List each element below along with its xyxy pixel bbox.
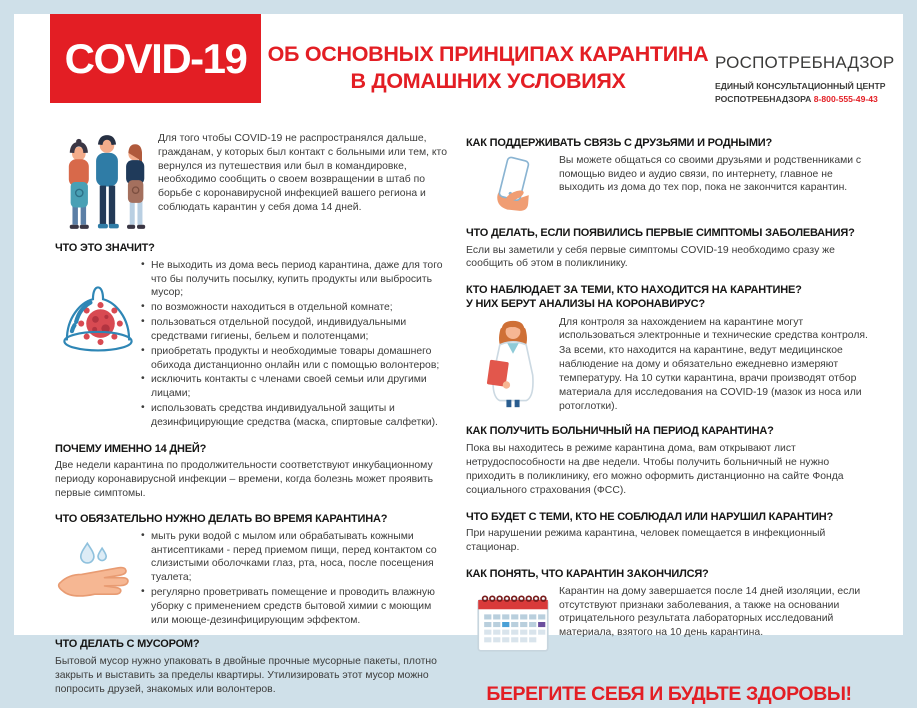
why-14-days-text: Две недели карантина по продолжительности соответствуют инкубационному периоду коронавирусной инфекции – времени, когда болезнь может проявить первые симптомы.: [55, 460, 434, 500]
section-heading-violation: ЧТО БУДЕТ С ТЕМИ, КТО НЕ СОБЛЮДАЛ ИЛИ НАРУШИЛ КАРАНТИН?: [466, 510, 834, 523]
org-subtitle-line-1: ЕДИНЫЙ КОНСУЛЬТАЦИОННЫЙ ЦЕНТР: [715, 81, 886, 91]
poster-title: [262, 41, 714, 95]
section-heading-sick-leave: КАК ПОЛУЧИТЬ БОЛЬНИЧНЫЙ НА ПЕРИОД КАРАНТИНА?: [466, 425, 774, 438]
section-heading-what-it-means: ЧТО ЭТО ЗНАЧИТ?: [55, 242, 155, 254]
right-column: [466, 118, 872, 708]
list-item: • исключить контакты с членами своей семьи или другими лицами;: [140, 373, 448, 401]
who-monitors-text: [559, 316, 872, 415]
what-it-means-illustration-slot: [55, 259, 140, 356]
who-monitors-section: [466, 284, 872, 414]
what-it-means-section: [55, 242, 448, 431]
first-symptoms-section: [466, 227, 872, 271]
section-heading-who-monitors: [466, 284, 872, 312]
section-heading-quarantine-end: КАК ПОНЯТЬ, ЧТО КАРАНТИН ЗАКОНЧИЛСЯ?: [466, 567, 709, 580]
who-monitors-heading-line-2: У НИХ БЕРУТ АНАЛИЗЫ НА КОРОНАВИРУС?: [466, 297, 705, 310]
calendar-illustration: [474, 588, 552, 656]
trash-text: Бытовой мусор нужно упаковать в двойные прочные мусорные пакеты, плотно закрыть и выставить за пределы квартиры. Утилизировать этот мусор можно попросить друзей, знакомых или волонтеров.: [55, 656, 437, 695]
list-item: • мыть руки водой с мылом или обрабатывать кожными антисептиками - перед приемом пищи, перед контактом со слизистыми оболочками глаз, рта, носа, после посещения туалета;: [140, 530, 448, 585]
list-item: • использовать средства индивидуальной защиты и дезинфицирующие средства (маска, спиртовые салфетки).: [140, 402, 448, 430]
sick-leave-text: Пока вы находитесь в режиме карантина дома, вам открывают лист нетрудоспособности на две недели. Чтобы получить больничный не нужно приходить в поликлинику, его можно оформить дистанционно на сайте Фонда социального страхования (ФСС).: [466, 443, 844, 496]
stay-in-touch-section: [466, 137, 872, 214]
hotline-phone-number: 8-800-555-49-43: [813, 93, 878, 104]
must-do-list: [140, 530, 448, 629]
violation-text: При нарушении режима карантина, человек помещается в инфекционный стационар.: [466, 528, 826, 554]
list-item: • регулярно проветривать помещение и проводить влажную уборку с применением средств бытовой химии с моющим или моюще-дезинфицирующим эффектом.: [140, 586, 448, 627]
handwash-illustration: [57, 536, 139, 608]
quarantine-end-illustration-slot: [466, 585, 559, 656]
who-monitors-heading-line-1: КТО НАБЛЮДАЕТ ЗА ТЕМИ, КТО НАХОДИТСЯ НА КАРАНТИНЕ?: [466, 284, 802, 297]
violation-section: [466, 511, 872, 555]
list-item: • по возможности находиться в отдельной комнате;: [140, 301, 448, 315]
list-item: • Не выходить из дома весь период карантина, даже для того что бы получить посылку, купить продукты или выбросить мусор;: [140, 259, 448, 300]
must-do-illustration-slot: [55, 530, 140, 608]
org-subtitle: [715, 80, 895, 106]
stay-in-touch-text: Вы можете общаться со своими друзьями и родственниками с помощью видео и аудио связи, по интернету, главное не выходить из дома до тех пор, пока не закончится карантин.: [559, 154, 862, 194]
footer-slogan: БЕРЕГИТЕ СЕБЯ И БУДЬТЕ ЗДОРОВЫ!: [486, 682, 852, 705]
who-monitors-illustration-slot: [466, 316, 559, 408]
quarantine-end-section: [466, 568, 872, 656]
why-14-days-section: [55, 443, 448, 501]
title-line-2: В ДОМАШНИХ УСЛОВИЯХ: [350, 68, 626, 93]
who-monitors-paragraph-1: Для контроля за нахождением на карантине могут использоваться электронные и технические средства контроля.: [559, 316, 868, 342]
virus-dome-illustration: [56, 276, 140, 356]
people-illustration: [57, 132, 157, 232]
title-line-1: ОБ ОСНОВНЫХ ПРИНЦИПАХ КАРАНТИНА: [267, 42, 709, 66]
stay-in-touch-illustration-slot: [466, 154, 559, 214]
quarantine-end-text: Карантин на дому завершается после 14 дней изоляции, если отсутствуют признаки заболевания, а также на основании отрицательного результата лабораторных исследований материала, взятого на 10 день карантина.: [559, 585, 861, 639]
list-item: • приобретать продукты и необходимые товары домашнего обихода дистанционно онлайн или с помощью волонтеров;: [140, 345, 448, 373]
phone-in-hand-illustration: [486, 156, 540, 214]
intro-illustration-slot: [55, 132, 158, 232]
intro-text: Для того чтобы COVID-19 не распространялся дальше, гражданам, у которых был контакт с больными или тем, кто вернулся из путешествия или был в командировке, необходимо сообщить о своем возвращении в штаб по борьбе с коронавирусной инфекцией вашего региона и соблюдать карантин у себя дома 14 дней.: [158, 133, 447, 214]
section-heading-must-do: ЧТО ОБЯЗАТЕЛЬНО НУЖНО ДЕЛАТЬ ВО ВРЕМЯ КАРАНТИНА?: [55, 512, 388, 525]
org-subtitle-line-2: [715, 93, 895, 106]
what-it-means-list: [140, 259, 448, 431]
section-heading-trash: ЧТО ДЕЛАТЬ С МУСОРОМ?: [55, 638, 200, 651]
intro-section: [55, 132, 448, 232]
list-item: • пользоваться отдельной посудой, индивидуальными средствами гигиены, бельем и полотенцами;: [140, 316, 448, 344]
covid-badge: COVID-19: [50, 14, 261, 103]
poster-card: [14, 14, 903, 705]
org-subtitle-name: РОСПОТРЕБНАДЗОРА: [715, 93, 812, 104]
sick-leave-section: [466, 425, 872, 497]
org-name: РОСПОТРЕБНАДЗОР: [715, 53, 895, 72]
section-heading-stay-in-touch: КАК ПОДДЕРЖИВАТЬ СВЯЗЬ С ДРУЗЬЯМИ И РОДНЫМИ?: [466, 137, 773, 149]
org-block: [715, 53, 895, 106]
who-monitors-paragraph-2: За всеми, кто находится на карантине, ведут медицинское наблюдение на дому и обязательно ежедневно измеряют температуру. На 10 сутки карантина, врачи производят отбор материала для исследования на COVID-19 (мазок из носа или ротоглотки).: [559, 345, 862, 412]
must-do-section: [55, 513, 448, 629]
section-heading-first-symptoms: ЧТО ДЕЛАТЬ, ЕСЛИ ПОЯВИЛИСЬ ПЕРВЫЕ СИМПТОМЫ ЗАБОЛЕВАНИЯ?: [466, 226, 855, 239]
trash-section: [55, 638, 448, 696]
first-symptoms-text: Если вы заметили у себя первые симптомы COVID-19 необходимо сразу же сообщить об этом в поликлинику.: [466, 244, 835, 270]
doctor-illustration: [475, 316, 551, 408]
left-column: [55, 118, 448, 697]
section-heading-why-14-days: ПОЧЕМУ ИМЕННО 14 ДНЕЙ?: [55, 442, 207, 455]
